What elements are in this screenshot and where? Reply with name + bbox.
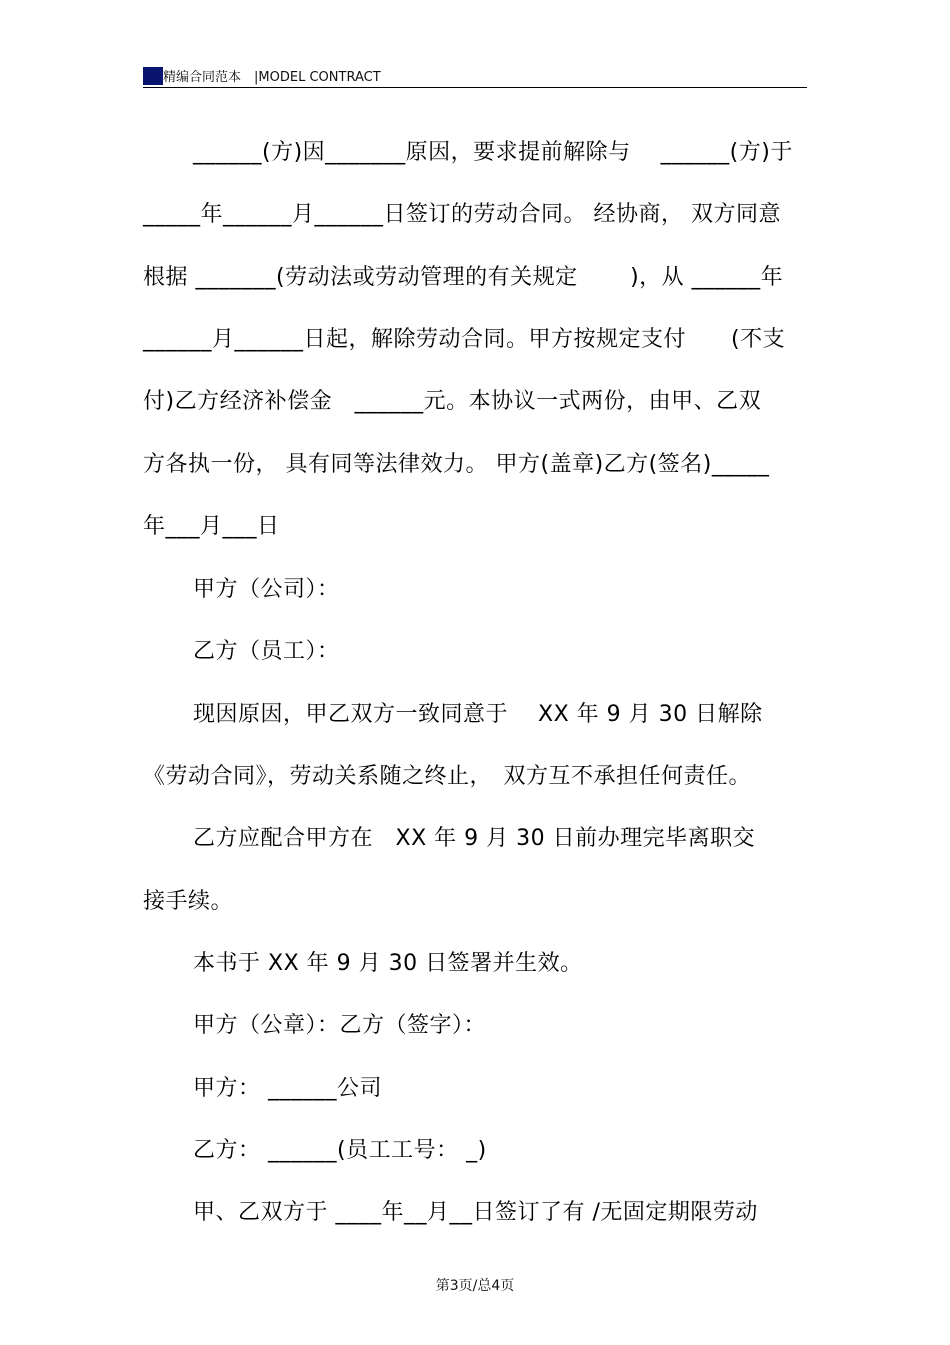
text-line: ______月______日起，解除劳动合同。甲方按规定支付 (不支 (143, 327, 786, 352)
text-line: 乙方： ______(员工工号： _) (193, 1138, 487, 1163)
header-separator: | (254, 70, 259, 85)
text-line: 现因原因，甲乙双方一致同意于 XX 年 9 月 30 日解除 (193, 702, 763, 727)
text-line: 付)乙方经济补偿金 ______元。本协议一式两份，由甲、乙双 (143, 389, 762, 414)
text-line: _____年______月______日签订的劳动合同。 经协商， 双方同意 (143, 202, 781, 227)
text-line: 甲方： ______公司 (193, 1076, 382, 1101)
header-subtitle: MODEL CONTRACT (258, 70, 381, 85)
text-line: ______(方)因_______原因，要求提前解除与 ______(方)于 (193, 140, 793, 165)
page-header (143, 64, 807, 88)
text-line: 根据 _______(劳动法或劳动管理的有关规定 )，从 ______年 (143, 265, 784, 290)
header-brand: 精编合同范本 (163, 70, 242, 85)
text-line: 本书于 XX 年 9 月 30 日签署并生效。 (193, 951, 583, 976)
text-line: 甲方（公章）：乙方（签字）： (193, 1013, 487, 1038)
header-divider (143, 87, 807, 88)
text-line: 《劳动合同》，劳动关系随之终止， 双方互不承担任何责任。 (143, 764, 752, 789)
header-text (163, 66, 381, 85)
text-line: 方各执一份， 具有同等法律效力。 甲方(盖章)乙方(签名)_____ (143, 452, 770, 477)
text-line: 接手续。 (143, 889, 234, 914)
text-line: 年___月___日 (143, 514, 280, 539)
text-line: 甲方（公司）： (193, 577, 340, 602)
logo-icon (143, 67, 163, 85)
text-line: 乙方应配合甲方在 XX 年 9 月 30 日前办理完毕离职交 (193, 826, 756, 851)
text-line: 乙方（员工）： (193, 639, 340, 664)
text-line: 甲、乙双方于 ____年__月__日签订了有 /无固定期限劳动 (193, 1200, 758, 1225)
page-footer: 第3页/总4页 (435, 1278, 515, 1294)
